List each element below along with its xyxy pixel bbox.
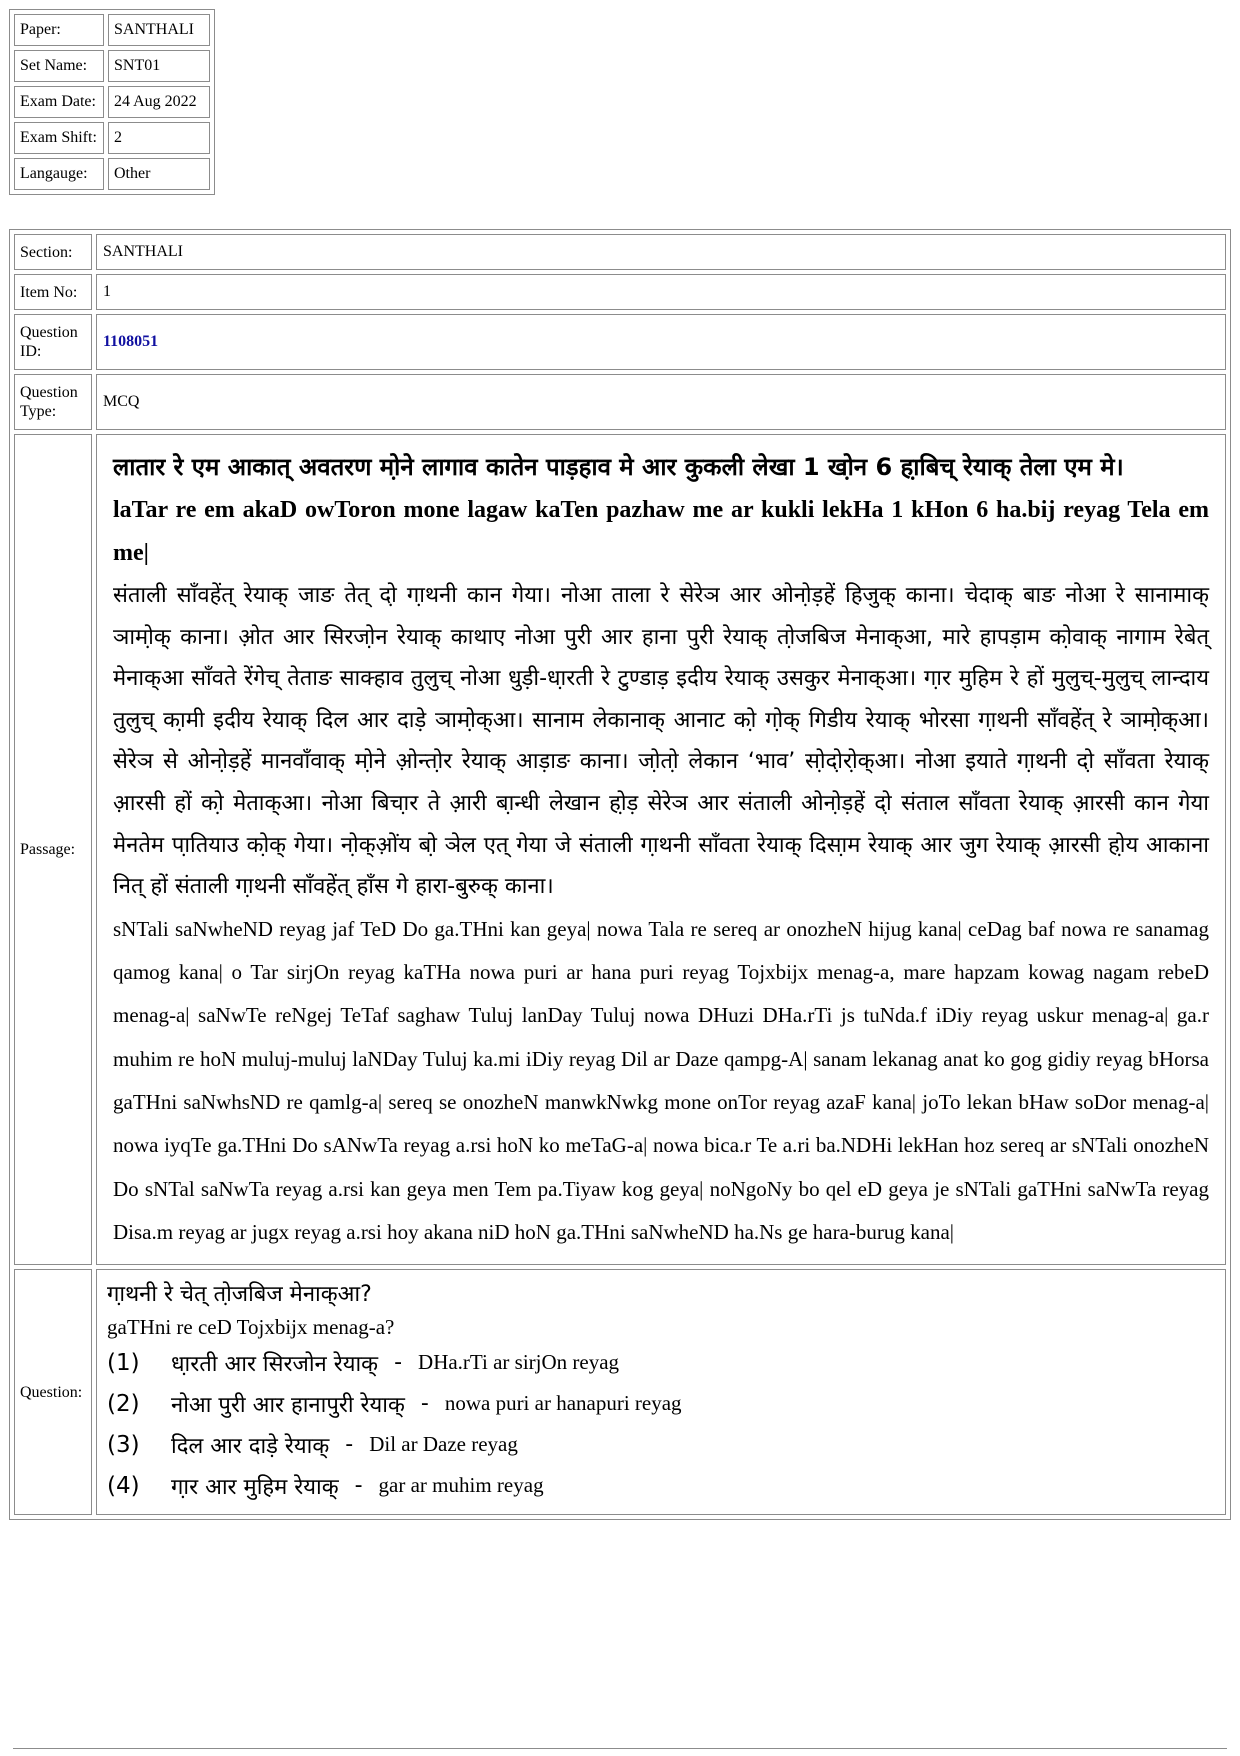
- question-type-row: [14, 374, 1226, 430]
- item-no-row: [14, 274, 1226, 310]
- option-dash: -: [394, 1350, 403, 1376]
- meta-row-paper: [14, 14, 210, 46]
- option-1: [107, 1342, 1215, 1383]
- question-content: [96, 1269, 1226, 1515]
- question-table: [9, 229, 1231, 1520]
- option-text-latin: Dil ar Daze reyag: [369, 1432, 518, 1457]
- option-text-latin: nowa puri ar hanapuri reyag: [444, 1391, 682, 1416]
- option-text-devanagari: नोआ पुरी आर हानापुरी रेयाक्: [171, 1392, 405, 1418]
- section-value: SANTHALI: [96, 234, 1226, 270]
- option-text-latin: DHa.rTi ar sirjOn reyag: [418, 1350, 620, 1375]
- meta-value: SANTHALI: [108, 14, 210, 46]
- passage-label: Passage:: [14, 434, 92, 1265]
- meta-label: Paper:: [14, 14, 104, 46]
- meta-value: SNT01: [108, 50, 210, 82]
- option-text-devanagari: धा़रती आर सिरजोन रेयाक्: [171, 1351, 379, 1377]
- item-no-label: Item No:: [14, 274, 92, 310]
- option-text-latin: gar ar muhim reyag: [378, 1473, 544, 1498]
- passage-row: [14, 434, 1226, 1265]
- passage-heading-latin: laTar re em akaD owToron mone lagaw kaTen pazhaw me ar kukli lekHa 1 kHon 6 ha.bij reyag Tela em me|: [113, 497, 1209, 566]
- question-id-value: 1108051: [96, 314, 1226, 370]
- option-text-devanagari: गा़र आर मुहिम रेयाक्: [171, 1474, 339, 1500]
- meta-label: Langauge:: [14, 158, 104, 190]
- meta-row-exam-shift: [14, 122, 210, 154]
- meta-row-language: [14, 158, 210, 190]
- meta-label: Exam Shift:: [14, 122, 104, 154]
- meta-label: Exam Date:: [14, 86, 104, 118]
- passage-content: [96, 434, 1226, 1265]
- section-row: [14, 234, 1226, 270]
- passage-body-devanagari: संताली साँवहेंत् रेयाक् जाङ तेत् दो़ गा़थनी कान गेया। नोआ ताला रे सेरेञ आर ओनो़ड़हें हिजुक् काना। चेदाक् बाङ नोआ रे सानामाक् ञामो़क् काना। ओ़त आर सिरजो़न रेयाक् काथाए नोआ पुरी आर हाना पुरी रेयाक् तो़जबिज मेनाक्आ, मारे हापड़ाम को़वाक् नागाम रेबेत् मेनाक्आ साँवते रेंगेच् तेताङ साक्हाव तुलुच् नोआ धुड़ी-धा़रती रे टुण्डाड़ इदीय रेयाक् उसकुर मेनाक्आ। गा़र मुहिम रे हों मुलुच्-मुलुच् लान्दाय तुलुच् का़मी इदीय रेयाक् दिल आर दाड़े ञामो़क्आ। सानाम लेकानाक् आनाट को़ गो़क् गिडीय रेयाक् भोरसा गा़थनी साँवहेंत् रे ञामो़क्आ। सेरेञ से ओनो़ड़हें मानवाँवाक् मो़ने ओ़न्तो़र रेयाक् आड़ाङ काना। जो़तो़ लेकान ‘भाव’ सो़दो़रो़क्आ। नोआ इयाते गा़थनी दो़ साँवता रेयाक् आ़रसी हों को़ मेताक्आ। नोआ बिचा़र ते आ़री बा़न्धी लेखान हो़ड़ सेरेञ आर संताली ओनो़ड़हें दो़ संताल साँवता रेयाक् आ़रसी कान गेया मेनतेम पा़तियाउ को़क् गेया। नो़क्ओ़ंय बो़ ञेल एत् गेया जे संताली गा़थनी साँवता रेयाक् दिसा़म रेयाक् आर जुग रेयाक् आ़रसी हो़य आकाना नित् हों संताली गा़थनी साँवहेंत् हाँस गे हारा-बुरुक् काना।: [113, 583, 1209, 900]
- option-3: [107, 1424, 1215, 1465]
- option-dash: -: [345, 1432, 354, 1458]
- option-number: (2): [107, 1390, 140, 1417]
- exam-meta-table: [9, 9, 215, 195]
- option-2: [107, 1383, 1215, 1424]
- item-no-value: 1: [96, 274, 1226, 310]
- option-number: (4): [107, 1472, 140, 1499]
- question-id-label: Question ID:: [14, 314, 92, 370]
- option-dash: -: [420, 1391, 429, 1417]
- meta-label: Set Name:: [14, 50, 104, 82]
- meta-row-exam-date: [14, 86, 210, 118]
- option-number: (3): [107, 1431, 140, 1458]
- option-number: (1): [107, 1349, 140, 1376]
- meta-value: 2: [108, 122, 210, 154]
- question-id-row: [14, 314, 1226, 370]
- question-type-value: MCQ: [96, 374, 1226, 430]
- option-text-devanagari: दिल आर दाड़े रेयाक्: [171, 1433, 330, 1459]
- meta-value: Other: [108, 158, 210, 190]
- option-4: [107, 1465, 1215, 1506]
- question-label: Question:: [14, 1269, 92, 1515]
- option-dash: -: [354, 1473, 363, 1499]
- section-label: Section:: [14, 234, 92, 270]
- question-text-devanagari: गा़थनी रे चेत् तो़जबिज मेनाक्आ?: [107, 1282, 372, 1308]
- question-row: [14, 1269, 1226, 1515]
- meta-value: 24 Aug 2022: [108, 86, 210, 118]
- question-text-latin: gaTHni re ceD Tojxbijx menag-a?: [107, 1315, 395, 1340]
- passage-heading-devanagari: लातार रे एम आकात् अवतरण मो़ने लागाव कातेन पाड़हाव मे आर कुकली लेखा 1 खो़न 6 हा़बिच् रेयाक् तेला एम मे।: [113, 453, 1124, 481]
- question-type-label: Question Type:: [14, 374, 92, 430]
- meta-row-set-name: [14, 50, 210, 82]
- passage-body-latin: sNTali saNwheND reyag jaf TeD Do ga.THni kan geya| nowa Tala re sereq ar onozheN hijug kana| ceDag baf nowa re sanamag qamog kana| o Tar sirjOn reyag kaTHa nowa puri ar hana puri reyag Tojxbijx menag-a, mare hapzam kowag nagam rebeD menag-a| saNwTe reNgej TeTaf saghaw Tuluj lanDay Tuluj nowa DHuzi DHa.rTi js tuNda.f iDiy reyag uskur menag-a| ga.r muhim re hoN muluj-muluj laNDay Tuluj ka.mi iDiy reyag Dil ar Daze qampg-A| sanam lekanag anat ko gog gidiy reyag bHorsa gaTHni saNwhsND re qamlg-a| sereq se onozheN manwkNwkg mone onTor reyag azaF kana| joTo lekan bHaw soDor menag-a| nowa iyqTe ga.THni Do sANwTa reyag a.rsi hoN ko meTaG-a| nowa bica.r Te a.ri ba.NDHi lekHan hoz sereq ar sNTali onozheN Do sNTal saNwTa reyag a.rsi kan geya men Tem pa.Tiyaw kog geya| noNgoNy bo qel eD geya je sNTali gaTHni saNwTa reyag Disa.m reyag ar jugx reyag a.rsi hoy akana niD hoN ga.THni saNwheND ha.Ns ge hara-burug kana|: [113, 916, 1209, 1244]
